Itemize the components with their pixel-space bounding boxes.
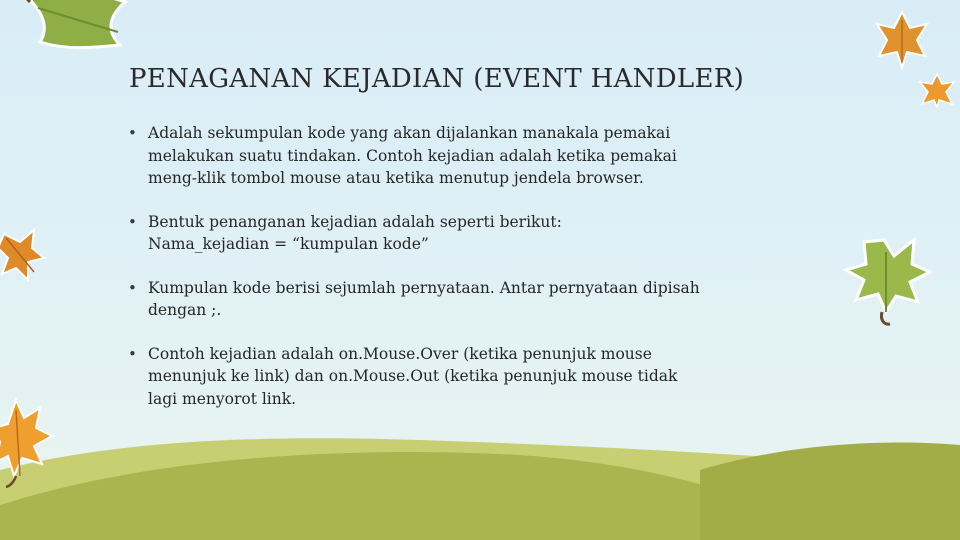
bullet-marker: • — [128, 344, 137, 363]
list-item — [128, 122, 768, 190]
orange-leaf-bottom-left-icon — [0, 398, 54, 488]
orange-leaf-left-icon — [0, 228, 46, 288]
list-item — [128, 211, 768, 256]
slide-title: PENAGANAN KEJADIAN (EVENT HANDLER) — [129, 64, 745, 94]
bullet-text: Bentuk penanganan kejadian adalah seperti berikut: Nama_kejadian = “kumpulan kode” — [148, 212, 562, 253]
bullet-marker: • — [128, 124, 137, 142]
bullet-text: Adalah sekumpulan kode yang akan dijalankan manakala pemakai melakukan suatu tindakan. Contoh kejadian adalah ketika pemakai meng-klik tombol mouse atau ketika menutup jendela browser. — [148, 124, 677, 187]
green-leaf-top-left-icon — [20, 0, 135, 60]
green-leaf-right-icon — [842, 232, 932, 327]
small-orange-leaf-icon — [918, 72, 956, 108]
list-item — [128, 343, 768, 411]
orange-leaf-top-right-icon — [875, 10, 930, 70]
list-item — [128, 277, 768, 322]
bullet-text: Contoh kejadian adalah on.Mouse.Over (ketika penunjuk mouse menunjuk ke link) dan on.Mouse.Out (ketika penunjuk mouse tidak lagi menyorot link. — [148, 344, 678, 408]
bullet-marker: • — [128, 278, 137, 297]
bullet-text: Kumpulan kode berisi sejumlah pernyataan. Antar pernyataan dipisah dengan ;. — [148, 278, 700, 319]
bullet-marker: • — [128, 212, 137, 231]
bullet-list — [128, 122, 768, 431]
